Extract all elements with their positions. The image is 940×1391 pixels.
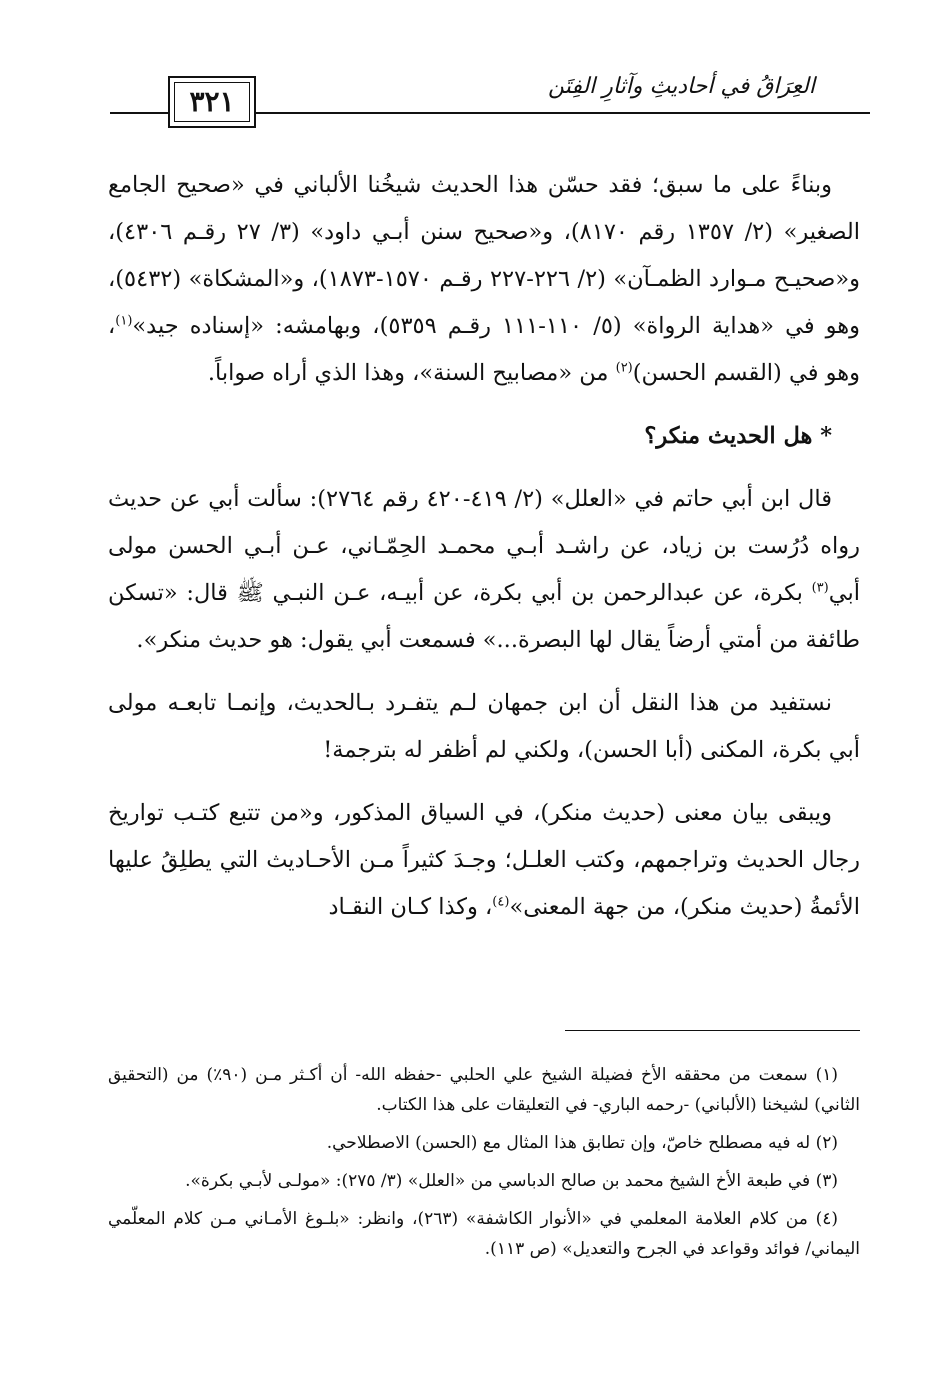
paragraph-3: نستفيد من هذا النقل أن ابن جمهان لـم يتفـرد بـالحديث، وإنمـا تابعـه مولى أبي بكرة، المكنى (أبا الحسن)، ولكني لم أظفر له بترجمة! bbox=[108, 690, 860, 763]
paragraph-1-end: من «مصابيح السنة»، وهذا الذي أراه صواباً. bbox=[207, 360, 616, 386]
paragraph-1-middle: ، وهو في (القسم الحسن) bbox=[108, 313, 860, 386]
paragraph-4-end: ، وكذا كـان النقـاد bbox=[328, 894, 493, 920]
page-number: ٣٢١ bbox=[189, 85, 235, 118]
footnote-ref-4: (٤) bbox=[492, 894, 510, 910]
page-number-box bbox=[168, 76, 256, 128]
footnote-ref-1: (١) bbox=[115, 313, 133, 329]
footnote-rule bbox=[565, 1030, 860, 1031]
footnote-4: (٤) من كلام العلامة المعلمي في «الأنوار الكاشفة» (٢٦٣)، وانظر: «بلـوغ الأمـاني مـن كلام المعلّمي اليماني/ فوائد وقواعد في الجرح والتعديل» (ص ١١٣). bbox=[108, 1209, 860, 1259]
paragraph-2-end: بكرة، عن عبدالرحمن بن أبي بكرة، عن أبيـه، عـن النبـي ﷺ قال: «تسكن طائفة من أمتي أرضاً يقال لها البصرة...» فسمعت أبي يقول: هو حديث منكر». bbox=[108, 580, 860, 653]
paragraph-4 bbox=[108, 790, 860, 931]
footnote-3: (٣) في طبعة الأخ الشيخ محمد بن صالح الدباسي من «العلل» (٣/ ٢٧٥): «مولـى لأبـي بكرة». bbox=[185, 1171, 838, 1191]
paragraph-4-text: ويبقى بيان معنى (حديث منكر)، في السياق المذكور، و«من تتبع كتـب تواريخ رجال الحديث وتراجمهم، وكتب العلـل؛ وجـدَ كثيراً مـن الأحـاديث التي يطلِقُ عليها الأئمةُ (حديث منكر)، من جهة المعنى» bbox=[108, 800, 860, 920]
paragraph-2-text: قال ابن أبي حاتم في «العلل» (٢/ ٤١٩-٤٢٠ رقم ٢٧٦٤): سألت أبي عن حديث رواه دُرُست بن زياد، عن راشـد أبـي محمـد الحِمّـاني، عـن أبـي الحسن مولى أبي bbox=[108, 486, 860, 606]
paragraph-2 bbox=[108, 476, 860, 664]
footnote-ref-3: (٣) bbox=[811, 580, 829, 596]
section-heading: * هل الحديث منكر؟ bbox=[644, 423, 832, 449]
body-text bbox=[108, 162, 860, 931]
page-header bbox=[110, 60, 870, 130]
footnote-1: (١) سمعت من محققه الأخ فضيلة الشيخ علي الحلبي -حفظه الله- أن أكـثر مـن (٩٠٪) من (التحقيق الثاني) لشيخنا (الألباني) -رحمه الباري- في التعليقات على هذا الكتاب. bbox=[108, 1065, 860, 1115]
footnote-2: (٢) له فيه مصطلح خاصّ، وإن تطابق هذا المثال مع (الحسن) الاصطلاحي. bbox=[326, 1133, 838, 1153]
paragraph-1-text: وبناءً على ما سبق؛ فقد حسّن هذا الحديث شيخُنا الألباني في «صحيح الجامع الصغير» (٢/ ١٣٥٧ رقم ٨١٧٠)، و«صحيح سنن أبـي داود» (٣/ ٢٧ رقـم ٤٣٠٦)، و«صحيـح مـوارد الظمـآن» (٢/ ٢٢٦-٢٢٧ رقـم ١٥٧٠-١٨٧٣)، و«المشكاة» (٥٤٣٢)، وهو في «هداية الرواة» (٥/ ١١٠-١١١ رقـم ٥٣٥٩)، وبهامشه: «إسناده جيد» bbox=[108, 172, 861, 339]
paragraph-1 bbox=[108, 162, 860, 397]
footnotes bbox=[108, 1060, 860, 1272]
footnote-ref-2: (٢) bbox=[615, 360, 633, 376]
running-title: العِرَاقُ في أحاديثِ وآثارِ الفِتَن bbox=[538, 74, 825, 99]
